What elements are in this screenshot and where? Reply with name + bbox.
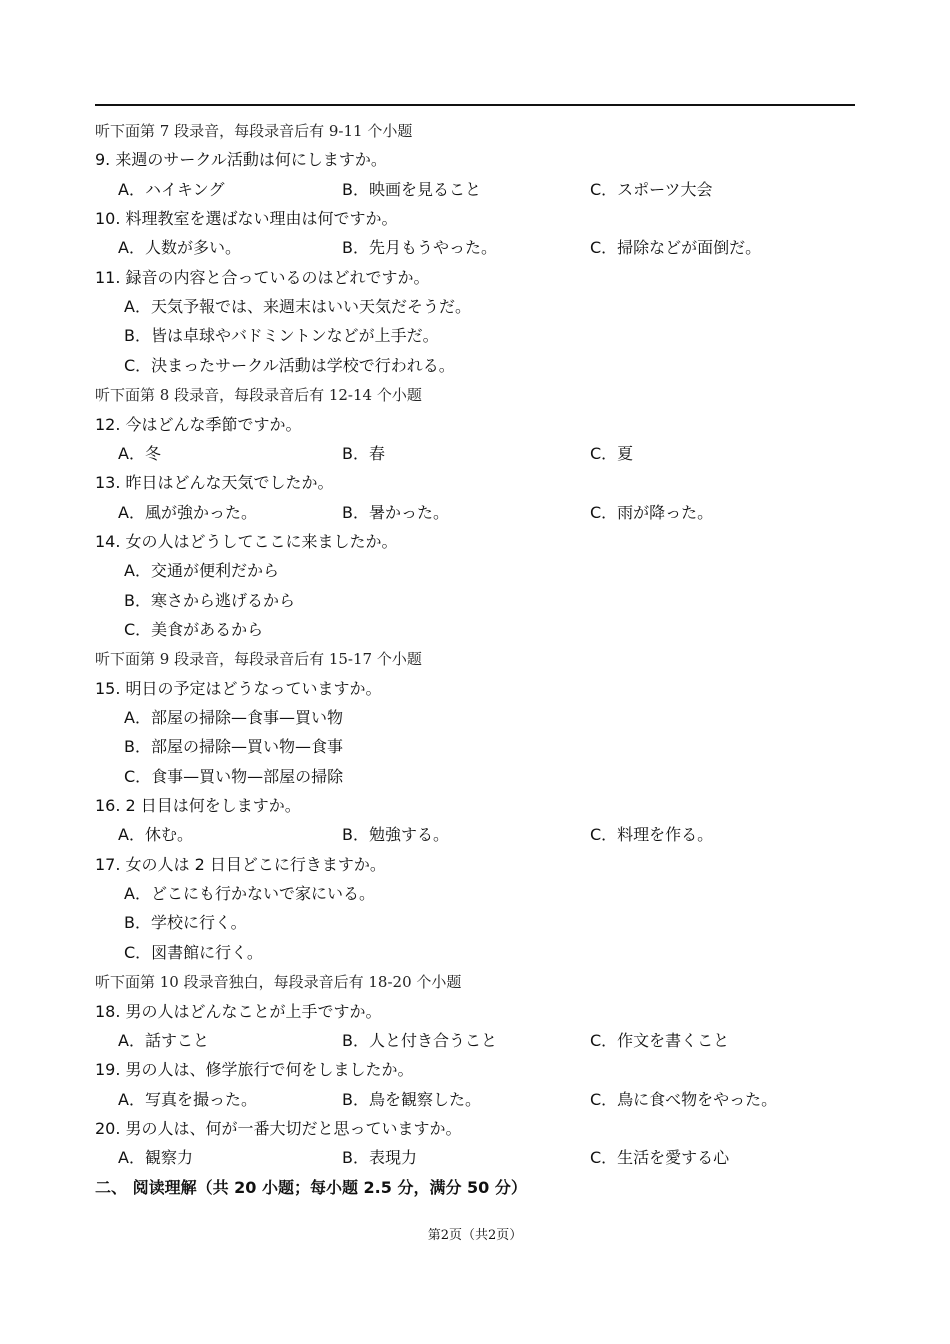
answer-options-row (0, 1086, 950, 1114)
answer-options-row (0, 1144, 950, 1172)
question-text: 10. 料理教室を選ばない理由は何ですか。 (95, 209, 398, 228)
option-text: C．美食があるから (124, 620, 264, 639)
section-instruction (0, 117, 950, 145)
section-instruction-text: 听下面第 10 段录音独白，每段录音后有 18-20 个小题 (95, 973, 462, 991)
option-a: A．観察力 (118, 1148, 193, 1167)
question-text: 12. 今はどんな季節ですか。 (95, 415, 302, 434)
option-b: B．映画を見ること (342, 180, 481, 199)
option-b: B．表現力 (342, 1148, 417, 1167)
answer-option (0, 763, 950, 791)
option-a: A．休む。 (118, 825, 193, 844)
question-stem (0, 1115, 950, 1143)
answer-option (0, 733, 950, 761)
question-text: 14. 女の人はどうしてここに来ましたか。 (95, 532, 398, 551)
answer-options-row (0, 234, 950, 262)
option-c: C．スポーツ大会 (590, 180, 713, 199)
section-instruction-text: 听下面第 9 段录音，每段录音后有 15-17 个小题 (95, 650, 422, 668)
option-b: B．勉強する。 (342, 825, 449, 844)
option-b: B．人と付き合うこと (342, 1031, 497, 1050)
option-b: B．先月もうやった。 (342, 238, 497, 257)
option-a: A．風が強かった。 (118, 503, 257, 522)
option-c: C．雨が降った。 (590, 503, 714, 522)
question-stem (0, 146, 950, 174)
question-stem (0, 528, 950, 556)
question-stem (0, 264, 950, 292)
option-c: C．夏 (590, 444, 634, 463)
option-a: A．冬 (118, 444, 161, 463)
answer-option (0, 939, 950, 967)
answer-options-row (0, 176, 950, 204)
option-c: C．料理を作る。 (590, 825, 714, 844)
answer-options-row (0, 821, 950, 849)
question-text: 13. 昨日はどんな天気でしたか。 (95, 473, 334, 492)
section-instruction-text: 听下面第 8 段录音，每段录音后有 12-14 个小题 (95, 386, 422, 404)
answer-option (0, 616, 950, 644)
question-text: 19. 男の人は、修学旅行で何をしましたか。 (95, 1060, 414, 1079)
question-stem (0, 675, 950, 703)
answer-options-row (0, 440, 950, 468)
option-text: C．決まったサークル活動は学校で行われる。 (124, 356, 455, 375)
question-stem (0, 469, 950, 497)
answer-option (0, 352, 950, 380)
question-text: 16. 2 日目は何をしますか。 (95, 796, 301, 815)
option-c: C．鳥に食べ物をやった。 (590, 1090, 778, 1109)
option-text: A．交通が便利だから (124, 561, 279, 580)
option-text: C．食事—買い物—部屋の掃除 (124, 767, 344, 786)
question-text: 17. 女の人は 2 日目どこに行きますか。 (95, 855, 386, 874)
header-rule (95, 104, 855, 106)
answer-option (0, 557, 950, 585)
option-text: C．図書館に行く。 (124, 943, 263, 962)
question-stem (0, 792, 950, 820)
option-b: B．春 (342, 444, 385, 463)
option-b: B．鳥を観察した。 (342, 1090, 481, 1109)
answer-options-row (0, 1027, 950, 1055)
question-stem (0, 851, 950, 879)
answer-option (0, 587, 950, 615)
question-stem (0, 998, 950, 1026)
option-a: A．写真を撮った。 (118, 1090, 257, 1109)
option-c: C．掃除などが面倒だ。 (590, 238, 762, 257)
option-text: A．天気予報では、来週末はいい天気だそうだ。 (124, 297, 471, 316)
option-c: C．生活を愛する心 (590, 1148, 730, 1167)
option-text: B．学校に行く。 (124, 913, 247, 932)
question-text: 9. 来週のサークル活動は何にしますか。 (95, 150, 387, 169)
answer-option (0, 293, 950, 321)
question-text: 18. 男の人はどんなことが上手ですか。 (95, 1002, 382, 1021)
answer-option (0, 704, 950, 732)
option-b: B．暑かった。 (342, 503, 449, 522)
option-text: B．皆は卓球やバドミントンなどが上手だ。 (124, 326, 439, 345)
section-heading-text: 二、 阅读理解（共 20 小题；每小题 2.5 分，满分 50 分） (95, 1178, 527, 1197)
question-text: 20. 男の人は、何が一番大切だと思っていますか。 (95, 1119, 462, 1138)
question-stem (0, 1056, 950, 1084)
answer-option (0, 909, 950, 937)
option-a: A．話すこと (118, 1031, 209, 1050)
section-instruction (0, 968, 950, 996)
section-heading (0, 1174, 950, 1202)
question-stem (0, 411, 950, 439)
option-text: A．部屋の掃除—食事—買い物 (124, 708, 343, 727)
question-text: 11. 録音の内容と合っているのはどれですか。 (95, 268, 430, 287)
section-instruction-text: 听下面第 7 段录音，每段录音后有 9-11 个小题 (95, 122, 413, 140)
question-text: 15. 明日の予定はどうなっていますか。 (95, 679, 382, 698)
option-c: C．作文を書くこと (590, 1031, 730, 1050)
answer-option (0, 322, 950, 350)
question-stem (0, 205, 950, 233)
option-a: A．人数が多い。 (118, 238, 241, 257)
option-text: B．寒さから逃げるから (124, 591, 295, 610)
option-a: A．ハイキング (118, 180, 225, 199)
section-instruction (0, 645, 950, 673)
answer-option (0, 880, 950, 908)
option-text: A．どこにも行かないで家にいる。 (124, 884, 375, 903)
section-instruction (0, 381, 950, 409)
page-footer: 第2页（共2页） (427, 1228, 523, 1243)
answer-options-row (0, 499, 950, 527)
option-text: B．部屋の掃除—買い物—食事 (124, 737, 343, 756)
